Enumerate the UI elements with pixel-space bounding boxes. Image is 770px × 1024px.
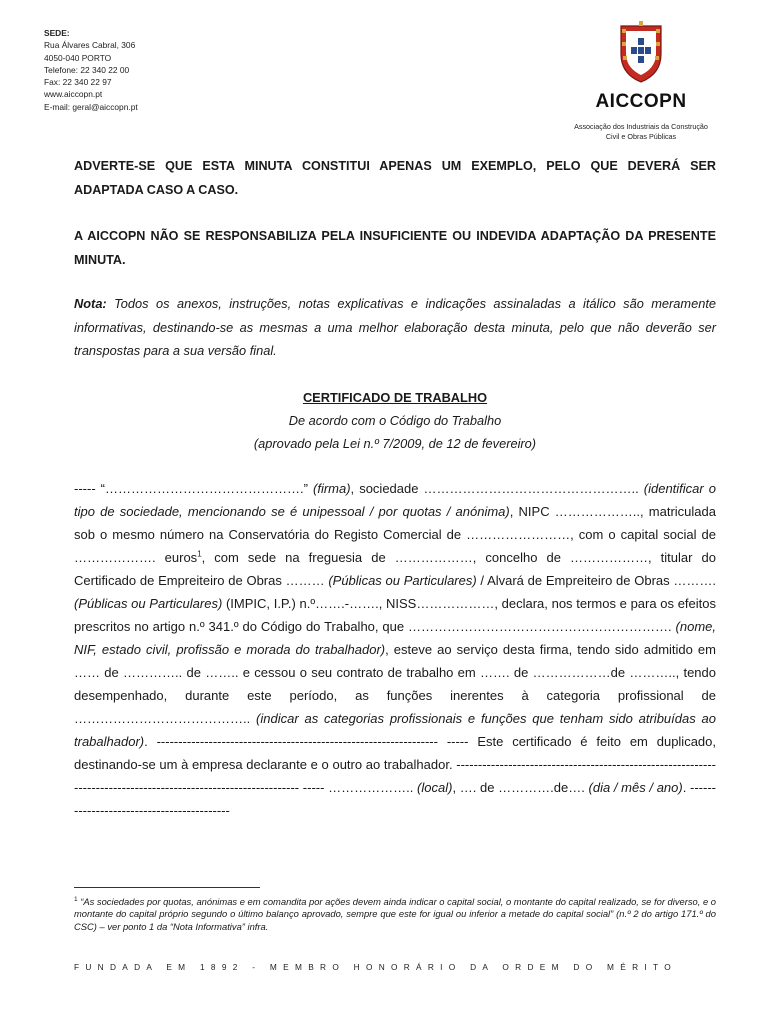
body-segment: , com sede na freguesia de ………………, concelho de ………………, titular do Certificado de Empreiteiro de Obras ……… bbox=[74, 550, 716, 588]
footnote-divider bbox=[74, 887, 260, 888]
body-segment-italic: (dia / mês / ano) bbox=[588, 780, 683, 795]
sede-street: Rua Álvares Cabral, 306 bbox=[44, 40, 136, 51]
footnote-reference: (n.º 2 do artigo 171.º do CSC) – ver ponto 1 da “Nota Informativa” infra. bbox=[74, 908, 716, 932]
body-segment-italic: (local) bbox=[417, 780, 453, 795]
body-segment: ----- “……………………………………….” bbox=[74, 481, 313, 496]
certificate-subtitle: De acordo com o Código do Trabalho bbox=[288, 413, 502, 428]
aiccopn-logo bbox=[556, 20, 726, 141]
sede-fax: Fax: 22 340 22 97 bbox=[44, 77, 112, 88]
body-segment: , esteve ao serviço desta firma, tendo sido admitido em …… de ………….. de …….. e cessou o seu contrato de trabalho em ……. de ………………de ……….., tendo desempenhado, durante este período, as funções inerentes à categoria profissional de ………………………………….. bbox=[74, 642, 716, 726]
sede-phone: Telefone: 22 340 22 00 bbox=[44, 64, 130, 75]
body-segment: , NIPC ……………….., matriculada sob o mesmo número na Conservatória do Registo Comercial de ……………………, com o capital social de ………………. euros bbox=[74, 504, 716, 565]
sede-label: SEDE: bbox=[44, 28, 70, 38]
certificate-body bbox=[74, 477, 716, 822]
note-paragraph bbox=[74, 292, 716, 363]
footnote-number: 1 bbox=[74, 896, 78, 903]
warning-liability-notice: A AICCOPN NÃO SE RESPONSABILIZA PELA INSUFICIENTE OU INDEVIDA ADAPTAÇÃO DA PRESENTE MINUTA. bbox=[74, 229, 716, 267]
body-segment: , sociedade ………………………………………….. bbox=[350, 481, 644, 496]
logo-tagline-line-2: Civil e Obras Públicas bbox=[605, 131, 677, 141]
logo-tagline bbox=[556, 122, 726, 141]
logo-tagline-line-1: Associação dos Industriais da Construção bbox=[574, 122, 708, 131]
logo-name: AICCOPN bbox=[595, 91, 687, 112]
body-segment-italic: (firma) bbox=[313, 481, 351, 496]
body-segment-italic: (nome, NIF, estado civil, profissão e morada do trabalhador) bbox=[74, 619, 716, 657]
sede-postcode: 4050-040 PORTO bbox=[44, 52, 112, 63]
sede-email: E-mail: geral@aiccopn.pt bbox=[44, 101, 138, 112]
footnote bbox=[74, 894, 716, 933]
body-segment: . ------------------------------------------ bbox=[74, 780, 716, 818]
body-segment-italic: (indicar as categorias profissionais e funções que tenham sido atribuídas ao trabalhador) bbox=[74, 711, 716, 749]
body-segment-italic: (Públicas ou Particulares) bbox=[74, 596, 223, 611]
sede-website: www.aiccopn.pt bbox=[44, 89, 103, 100]
body-segment: , …. de ………….de…. bbox=[452, 780, 589, 795]
body-segment: / Alvará de Empreiteiro de Obras ………. bbox=[476, 573, 716, 588]
certificate-title: CERTIFICADO DE TRABALHO bbox=[302, 390, 488, 405]
footnote-marker: 1 bbox=[197, 549, 202, 559]
note-label: Nota: bbox=[74, 296, 107, 311]
body-segment: . ----------------------------------------------------------------- ----- Este certificado é feito em duplicado, destinando-se um à empresa declarante e o outro ao trabalhador. ---------------------------------------------------------------------------------------------------------------- ----- ……………….. bbox=[74, 734, 716, 795]
certificate-heading bbox=[74, 386, 716, 455]
sede-address-block bbox=[44, 27, 138, 113]
body-segment-italic: (Públicas ou Particulares) bbox=[328, 573, 477, 588]
coat-of-arms-icon bbox=[617, 20, 665, 84]
body-segment: (IMPIC, I.P.) n.º…….-……., NISS………………, declara, nos termos e para os efeitos prescritos no artigo n.º 341.º do Código do Trabalho, que ……………………………………………………. bbox=[74, 596, 716, 634]
note-text: Todos os anexos, instruções, notas explicativas e indicações assinaladas a itálico são meramente informativas, destinando-se as mesmas a uma melhor elaboração desta minuta, pelo que não deverão ser transpostas para a sua versão final. bbox=[74, 296, 716, 358]
footnote-quote: “As sociedades por quotas, anónimas e em comandita por ações devem ainda indicar o capital social, o montante do capital realizado, se for diverso, e o montante do capital próprio segundo o último balanço aprovado, sempre que este for igual ou inferior a metade do capital social” bbox=[74, 896, 717, 920]
body-segment-italic: (identificar o tipo de sociedade, mencionando se é unipessoal / por quotas / anónima) bbox=[74, 481, 716, 519]
warning-example-notice: ADVERTE-SE QUE ESTA MINUTA CONSTITUI APENAS UM EXEMPLO, PELO QUE DEVERÁ SER ADAPTADA CASO A CASO. bbox=[74, 159, 716, 197]
certificate-law-reference: (aprovado pela Lei n.º 7/2009, de 12 de fevereiro) bbox=[253, 436, 537, 451]
page-footer: FUNDADA EM 1892 - MEMBRO HONORÁRIO DA ORDEM DO MÉRITO bbox=[74, 962, 677, 972]
